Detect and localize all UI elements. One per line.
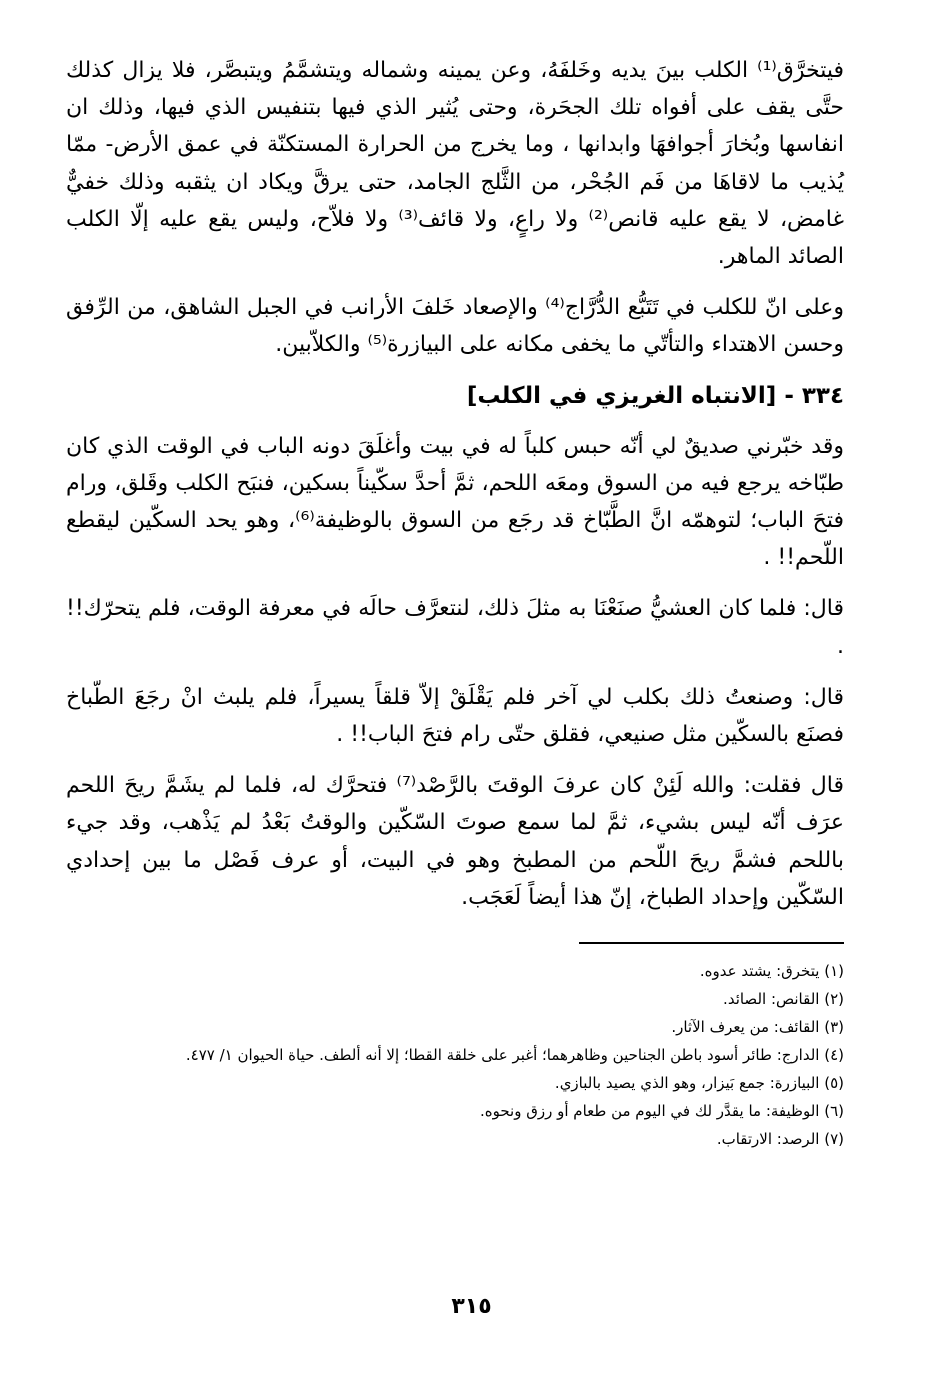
section-heading: ٣٣٤ - [الانتباه الغريزي في الكلب] [466,382,844,409]
body-paragraph: وقد خبّرني صديقٌ لي أنّه حبس كلباً له في بيت وأغلَقَ دونه الباب في الوقت الذي كان طبّاخه يرجع فيه من السوق ومعَه اللحم، ثمَّ أحدَّ سكّيناً بسكين، فنبَح الكلب وقَلق، ورام فتحَ الباب؛ لتوهمّه انَّ الطَّبّاخ قد رجَع من السوق بالوظيفة⁽⁶⁾، وهو يحد السكّين ليقطع اللّحم!! . [66,433,844,571]
footnote: (٣) القائف: من يعرف الآثار. [671,1018,844,1037]
footnote: (٦) الوظيفة: ما يقدَّر لك في اليوم من طعام أو رزق ونحوه. [479,1102,844,1121]
footnote: (٥) البيازرة: جمع بَيزار، وهو الذي يصيد بالبازي. [554,1074,844,1093]
footnote: (٤) الدارج: طائر أسود باطن الجناحين وظاهرهما؛ أغبر على خلقة القطا؛ إلا أنه ألطف. حياة الحيوان ١/ ٤٧٧. [185,1046,844,1065]
footnotes-list [66,958,844,1153]
body-paragraph: قال: وصنعتُ ذلك بكلب لي آخر فلم يَقْلَقْ إلاّ قلقاً يسيراً، فلم يلبث انْ رجَعَ الطّباخ فصنَع بالسكّين مثل صنيعي، فقلق حتّى رام فتحَ الباب!! . [66,684,844,748]
page-content [66,52,844,1154]
body-paragraph: قال: فلما كان العشيُّ صنَعْنَا به مثلَ ذلك، لنتعرَّف حالَه في معرفة الوقت، فلم يتحرّك!! . [66,596,844,659]
body-paragraph: وعلى انّ للكلب في تَتَبُّع الدُّرَّاج⁽⁴⁾ والإصعاد خَلفَ الأرانب في الجبل الشاهق، من الرِّفق وحسن الاهتداء والتأتّي ما يخفى مكانه على البيازرة⁽⁵⁾ والكلاّبين. [66,295,845,358]
footnote: (٢) القانص: الصائد. [723,990,844,1009]
footnote: (٧) الرصد: الارتقاب. [716,1130,844,1149]
footnote-separator [579,942,844,944]
footnote: (١) يتخرق: يشتد عدوه. [699,962,844,981]
body-paragraph: فيتخرَّق⁽¹⁾ الكلب بينَ يديه وخَلفَهُ، وعن يمينه وشماله ويتشمَّمُ ويتبصَّر، فلا يزال كذلك حتَّى يقف على أفواه تلك الجحَرة، وحتى يُثير الذي فيها بتنفيس الذي فيها، وذلك ان انفاسها وبُخارَ أجوافهَا وابدانها ، وما يخرج من الحرارة المستكنّة في عمق الأرض- ممّا يُذيب ما لاقاهَا من فَم الجُحْر، من الثَّلج الجامد، حتى يرقَّ ويكاد ان يثقبه وذلك خفيٌّ غامض، لا يقع عليه قانص⁽²⁾ ولا راعٍ، ولا قائف⁽³⁾ ولا فلاّح، وليس يقع عليه إلّا الكلب الصائد الماهر. [66,58,844,270]
page-number: ٣١٥ [451,1294,492,1319]
body-paragraph: قال فقلت: والله لَئِنْ كان عرفَ الوقتَ بالرَّصْد⁽⁷⁾ فتحرَّك له، فلما لم يشَمَّ ريحَ اللحم عرَف أنّه ليس بشيء، ثمَّ لما سمع صوتَ السّكّين والوقتُ بَعْدُ لم يَذْهب، وقد جيء باللحم فشمَّ ريحَ اللّحم من المطبخ وهو في البيت، أو عرف فَصْل ما بين إحدادي السّكّين وإحداد الطباخ، إنّ هذا أيضاً لَعَجَب. [66,773,844,910]
